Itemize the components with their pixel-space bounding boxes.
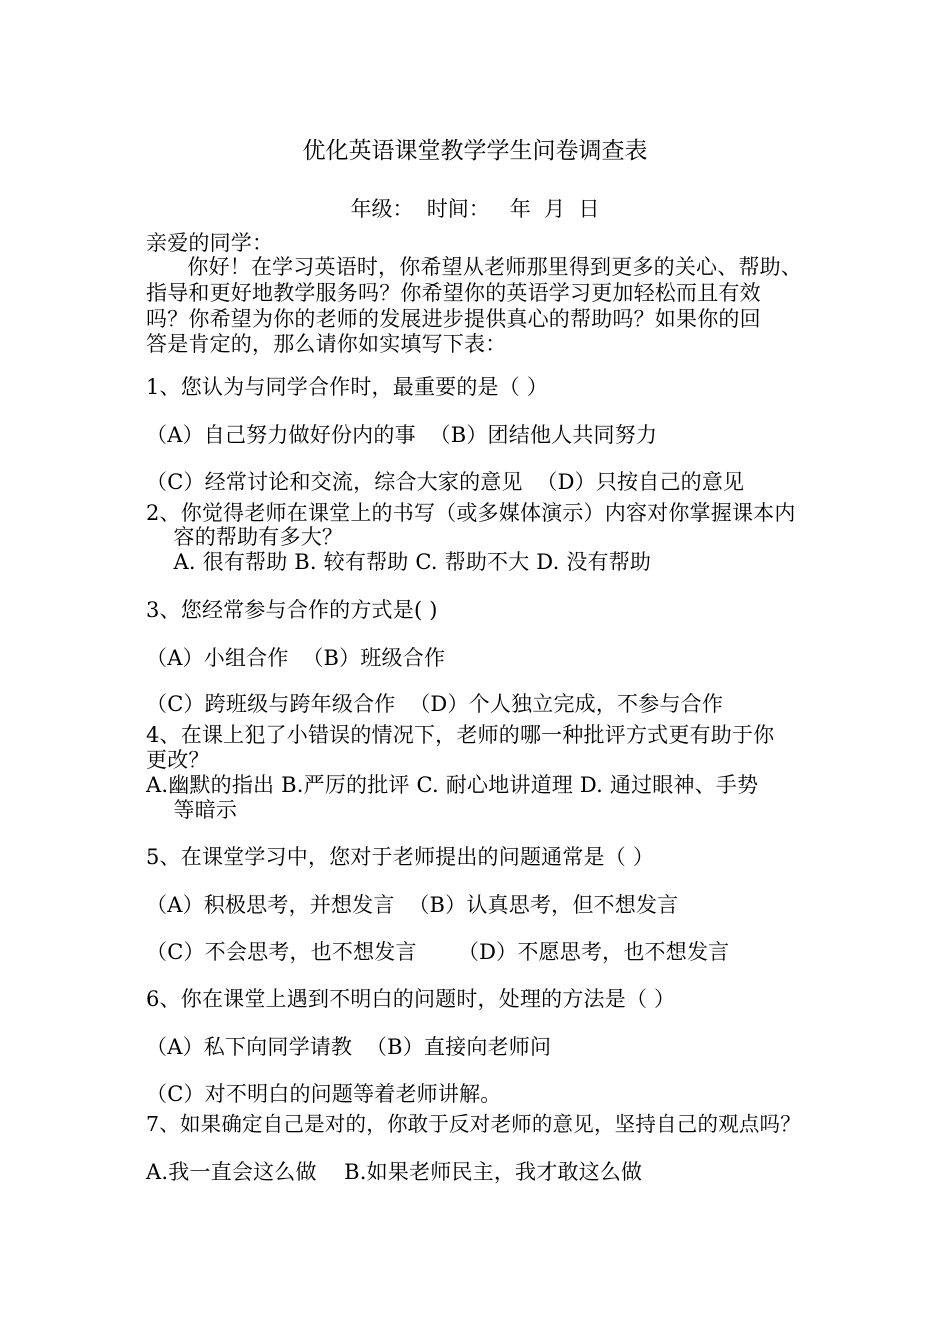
question-1-options: （A）自己努力做好份内的事 （B）团结他人共同努力	[146, 423, 658, 447]
question-2: 2、你觉得老师在课堂上的书写（或多媒体演示）内容对你掌握课本内	[146, 501, 796, 525]
question-7-options: A.我一直会这么做 B.如果老师民主，我才敢这么做	[146, 1160, 643, 1184]
question-7: 7、如果确定自己是对的，你敢于反对老师的意见，坚持自己的观点吗？	[146, 1112, 801, 1136]
question-4: 4、在课上犯了小错误的情况下，老师的哪一种批评方式更有助于你	[146, 723, 775, 747]
question-1-options: （C）经常讨论和交流，综合大家的意见 （D）只按自己的意见	[146, 470, 745, 494]
question-2: 容的帮助有多大？	[146, 525, 344, 549]
intro-line: 指导和更好地教学服务吗？你希望你的英语学习更加轻松而且有效	[146, 281, 761, 305]
question-4-options: 等暗示	[146, 798, 238, 822]
question-3-options: （C）跨班级与跨年级合作 （D）个人独立完成，不参与合作	[146, 692, 724, 716]
question-6: 6、你在课堂上遇到不明白的问题时，处理的方法是（ ）	[146, 987, 676, 1011]
intro-line: 你好！在学习英语时，你希望从老师那里得到更多的关心、帮助、	[146, 255, 803, 279]
question-2-options: A. 很有帮助 B. 较有帮助 C. 帮助不大 D. 没有帮助	[146, 550, 652, 574]
intro-line: 答是肯定的，那么请你如实填写下表：	[146, 332, 507, 356]
question-4-options: A.幽默的指出 B.严厉的批评 C. 耐心地讲道理 D. 通过眼神、手势	[146, 773, 759, 797]
question-4: 更改？	[146, 748, 210, 772]
document-title: 优化英语课堂教学学生问卷调查表	[302, 138, 648, 164]
question-5-options: （C）不会思考，也不想发言 （D）不愿思考，也不想发言	[146, 940, 730, 964]
question-3-options: （A）小组合作 （B）班级合作	[146, 646, 446, 670]
intro-line: 吗？你希望为你的老师的发展进步提供真心的帮助吗？如果你的回	[146, 307, 761, 331]
question-6-options: （A）私下向同学请教 （B）直接向老师问	[146, 1035, 552, 1059]
question-3: 3、您经常参与合作的方式是( )	[146, 598, 438, 622]
question-6-options: （C）对不明白的问题等着老师讲解。	[146, 1082, 502, 1106]
question-5: 5、在课堂学习中，您对于老师提出的问题通常是（ ）	[146, 845, 655, 869]
greeting: 亲爱的同学：	[146, 231, 274, 255]
question-5-options: （A）积极思考，并想发言 （B）认真思考，但不想发言	[146, 893, 679, 917]
question-1: 1、您认为与同学合作时，最重要的是（ ）	[146, 375, 549, 399]
grade-date-line: 年级： 时间： 年 月 日	[350, 197, 600, 221]
